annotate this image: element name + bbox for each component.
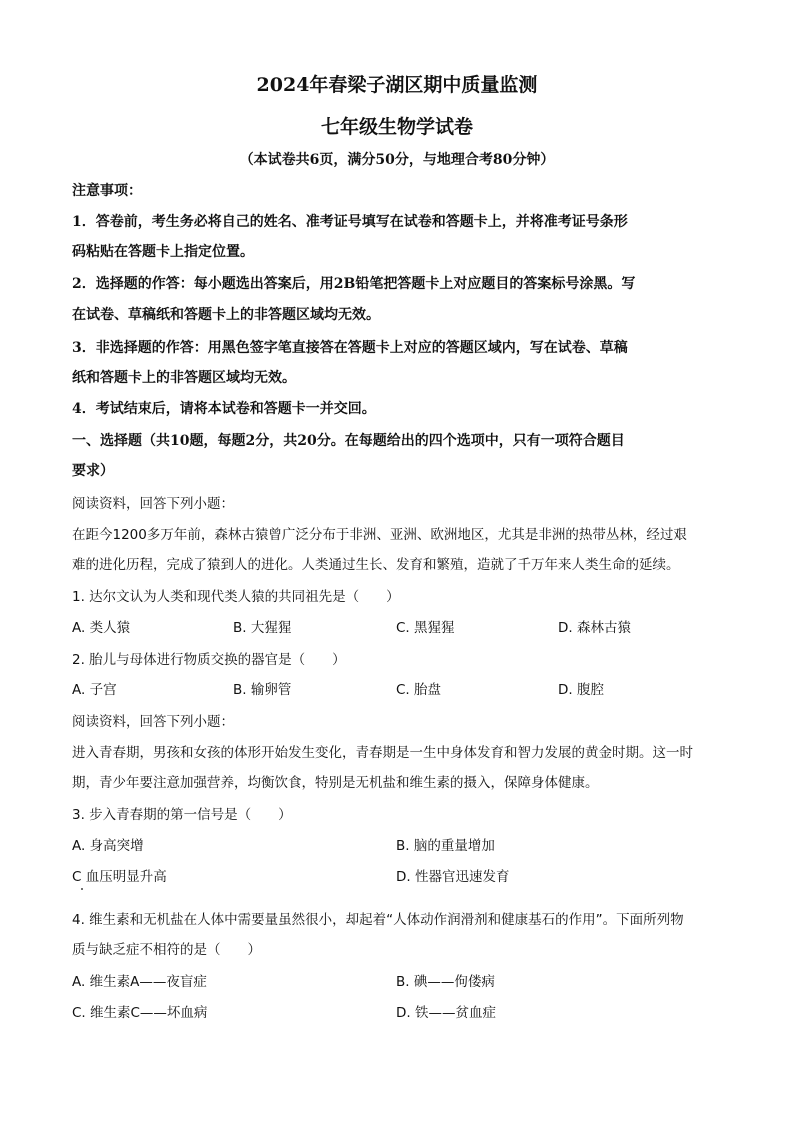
question-4-stem-line-1: 4. 维生素和无机盐在人体中需要量虽然很小，却起着“人体动作润滑剂和健康基石的作用”。下面所列物: [72, 912, 684, 928]
question-4-option-c: C. 维生素C——坏血病: [72, 1005, 208, 1021]
exam-subtitle: 七年级生物学试卷: [320, 116, 473, 138]
material-2-line-1: 进入青春期，男孩和女孩的体形开始发生变化，青春期是一生中身体发育和智力发展的黄金时期。这一时: [72, 745, 693, 761]
question-3-option-b: B. 脑的重量增加: [396, 838, 495, 854]
notice-item-2-line-1: 2．选择题的作答：每小题选出答案后，用2B铅笔把答题卡上对应题目的答案标号涂黑。写: [72, 276, 636, 292]
notice-item-1-line-1: 1．答卷前，考生务必将自己的姓名、准考证号填写在试卷和答题卡上，并将准考证号条形: [72, 214, 628, 230]
section-heading-line-1: 一、选择题（共10题，每题2分，共20分。在每题给出的四个选项中，只有一项符合题目: [72, 433, 625, 449]
notice-item-4: 4．考试结束后，请将本试卷和答题卡一并交回。: [72, 401, 376, 417]
material-2-intro: 阅读资料，回答下列小题：: [72, 714, 234, 730]
material-1-line-1: 在距今1200多万年前，森林古猿曾广泛分布于非洲、亚洲、欧洲地区，尤其是非洲的热带丛林，经过艰: [72, 527, 687, 543]
question-3-option-a: A. 身高突增: [72, 838, 144, 854]
question-2-option-d: D. 腹腔: [558, 682, 604, 698]
question-3-option-c: C 血压明显升高: [72, 869, 167, 885]
notice-item-1-line-2: 码粘贴在答题卡上指定位置。: [72, 244, 254, 260]
question-1-stem: 1. 达尔文认为人类和现代类人猿的共同祖先是（ ）: [72, 589, 400, 605]
section-heading-line-2: 要求）: [72, 463, 114, 479]
question-2-option-a: A. 子宫: [72, 682, 117, 698]
exam-title: 2024年春梁子湖区期中质量监测: [256, 74, 538, 96]
stray-dot-mark: [81, 888, 83, 890]
notice-item-3-line-1: 3．非选择题的作答：用黑色签字笔直接答在答题卡上对应的答题区域内，写在试卷、草稿: [72, 340, 628, 356]
exam-note: （本试卷共6页，满分50分，与地理合考80分钟）: [239, 152, 555, 168]
question-1-option-a: A. 类人猿: [72, 620, 131, 636]
question-4-stem-line-2: 质与缺乏症不相符的是（ ）: [72, 942, 261, 958]
question-2-stem: 2. 胎儿与母体进行物质交换的器官是（ ）: [72, 652, 346, 668]
notice-heading: 注意事项：: [72, 183, 142, 199]
notice-item-3-line-2: 纸和答题卡上的非答题区域均无效。: [72, 370, 296, 386]
question-2-option-b: B. 输卵管: [233, 682, 292, 698]
question-4-option-d: D. 铁——贫血症: [396, 1005, 496, 1021]
material-1-line-2: 难的进化历程，完成了猿到人的进化。人类通过生长、发育和繁殖，造就了千万年来人类生命的延续。: [72, 557, 680, 573]
question-1-option-d: D. 森林古猿: [558, 620, 631, 636]
question-4-option-a: A. 维生素A——夜盲症: [72, 974, 207, 990]
notice-item-2-line-2: 在试卷、草稿纸和答题卡上的非答题区域均无效。: [72, 307, 380, 323]
question-3-stem: 3. 步入青春期的第一信号是（ ）: [72, 807, 292, 823]
material-2-line-2: 期，青少年要注意加强营养，均衡饮食，特别是无机盐和维生素的摄入，保障身体健康。: [72, 775, 599, 791]
question-4-option-b: B. 碘——佝偻病: [396, 974, 495, 990]
question-1-option-b: B. 大猩猩: [233, 620, 292, 636]
question-2-option-c: C. 胎盘: [396, 682, 442, 698]
question-3-option-d: D. 性器官迅速发育: [396, 869, 510, 885]
question-1-option-c: C. 黑猩猩: [396, 620, 455, 636]
material-1-intro: 阅读资料，回答下列小题：: [72, 496, 234, 512]
